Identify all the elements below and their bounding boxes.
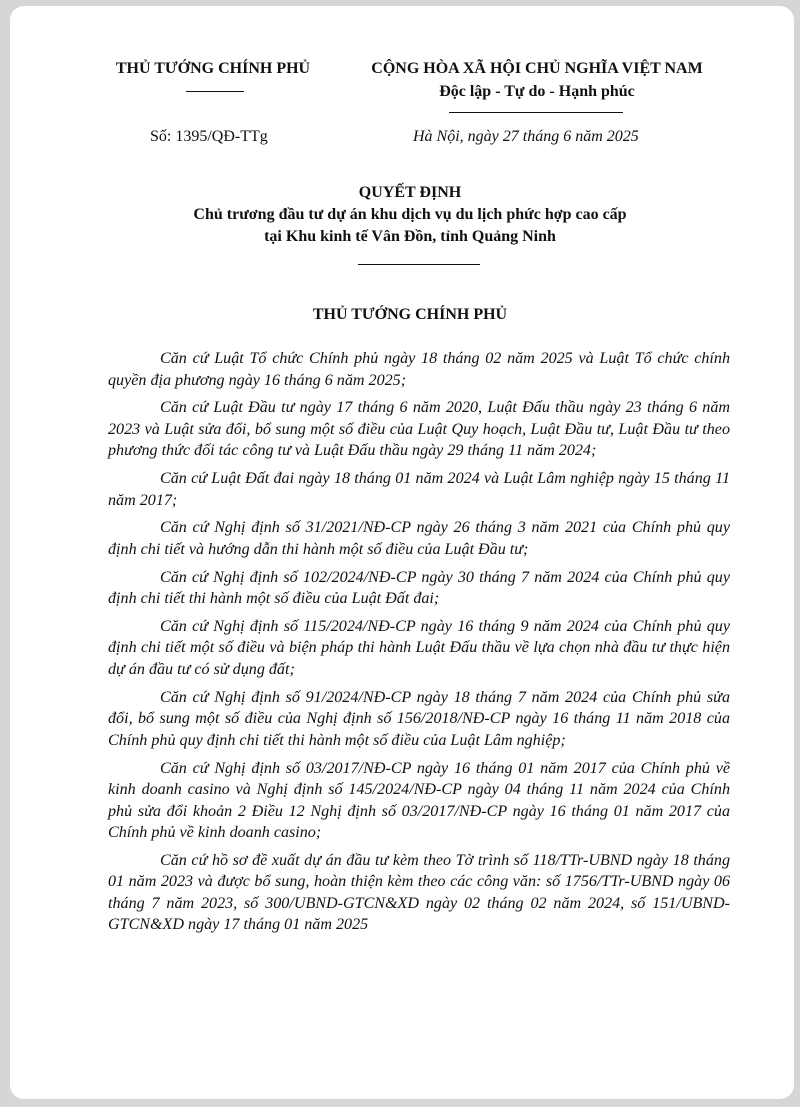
preamble-paragraph: Căn cứ Nghị định số 102/2024/NĐ-CP ngày 30 tháng 7 năm 2024 của Chính phủ quy định chi tiết thi hành một số điều của Luật Đất đai; bbox=[108, 568, 730, 608]
motto-underline bbox=[449, 112, 623, 113]
document-type: QUYẾT ĐỊNH bbox=[358, 184, 462, 201]
country-name: CỘNG HÒA XÃ HỘI CHỦ NGHĨA VIỆT NAM bbox=[371, 60, 703, 77]
preamble-paragraph: Căn cứ Luật Đất đai ngày 18 tháng 01 năm 2024 và Luật Lâm nghiệp ngày 15 tháng 11 năm 2017; bbox=[108, 470, 730, 509]
national-motto: Độc lập - Tự do - Hạnh phúc bbox=[439, 83, 635, 100]
preamble-paragraph: Căn cứ Nghị định số 31/2021/NĐ-CP ngày 26 tháng 3 năm 2021 của Chính phủ quy định chi tiết và hướng dẫn thi hành một số điều của Luật Đầu tư; bbox=[108, 519, 730, 558]
title-underline bbox=[358, 264, 480, 265]
issuer-heading: THỦ TƯỚNG CHÍNH PHỦ bbox=[312, 306, 508, 323]
preamble-body bbox=[108, 348, 730, 942]
subject-line-2: tại Khu kinh tế Vân Đồn, tỉnh Quảng Ninh bbox=[264, 228, 556, 245]
preamble-paragraph: Căn cứ Nghị định số 91/2024/NĐ-CP ngày 18 tháng 7 năm 2024 của Chính phủ sửa đổi, bổ sung một số điều của Nghị định số 156/2018/NĐ-CP ngày 16 tháng 11 năm 2018 của Chính phủ quy định chi tiết thi hành một số điều của Luật Lâm nghiệp; bbox=[108, 688, 730, 749]
preamble-paragraph: Căn cứ Luật Đầu tư ngày 17 tháng 6 năm 2020, Luật Đấu thầu ngày 23 tháng 6 năm 2023 và Luật sửa đổi, bổ sung một số điều của Luật Quy hoạch, Luật Đầu tư, Luật Đầu tư theo phương thức đối tác công tư và Luật Đấu thầu ngày 29 tháng 11 năm 2024; bbox=[108, 399, 730, 460]
preamble-paragraph: Căn cứ Nghị định số 115/2024/NĐ-CP ngày 16 tháng 9 năm 2024 của Chính phủ quy định chi tiết một số điều và biện pháp thi hành Luật Đấu thầu về lựa chọn nhà đầu tư thực hiện dự án đầu tư có sử dụng đất; bbox=[108, 617, 730, 678]
agency-underline bbox=[186, 91, 244, 92]
preamble-paragraph: Căn cứ Nghị định số 03/2017/NĐ-CP ngày 16 tháng 01 năm 2017 của Chính phủ về kinh doanh casino và Nghị định số 145/2024/NĐ-CP ngày 04 tháng 11 năm 2024 của Chính phủ sửa đổi khoản 2 Điều 12 Nghị định số 03/2017/NĐ-CP ngày 16 tháng 01 năm 2017 của Chính phủ về kinh doanh casino; bbox=[108, 759, 730, 842]
document-number: Số: 1395/QĐ-TTg bbox=[150, 128, 268, 145]
preamble-paragraph: Căn cứ hồ sơ đề xuất dự án đầu tư kèm theo Tờ trình số 118/TTr-UBND ngày 18 tháng 01 năm 2023 và được bổ sung, hoàn thiện kèm theo các công văn: số 1756/TTr-UBND ngày 06 tháng 7 năm 2023, số 300/UBND-GTCN&XD ngày 02 tháng 02 năm 2024, số 151/UBND-GTCN&XD ngày 17 tháng 01 năm 2025 bbox=[108, 851, 730, 934]
preamble-paragraph: Căn cứ Luật Tổ chức Chính phủ ngày 18 tháng 02 năm 2025 và Luật Tổ chức chính quyền địa phương ngày 16 tháng 6 năm 2025; bbox=[108, 350, 730, 389]
subject-line-1: Chủ trương đầu tư dự án khu dịch vụ du lịch phức hợp cao cấp bbox=[193, 206, 627, 223]
place-and-date: Hà Nội, ngày 27 tháng 6 năm 2025 bbox=[413, 128, 639, 145]
issuing-agency: THỦ TƯỚNG CHÍNH PHỦ bbox=[115, 60, 311, 77]
document-page bbox=[10, 6, 794, 1099]
